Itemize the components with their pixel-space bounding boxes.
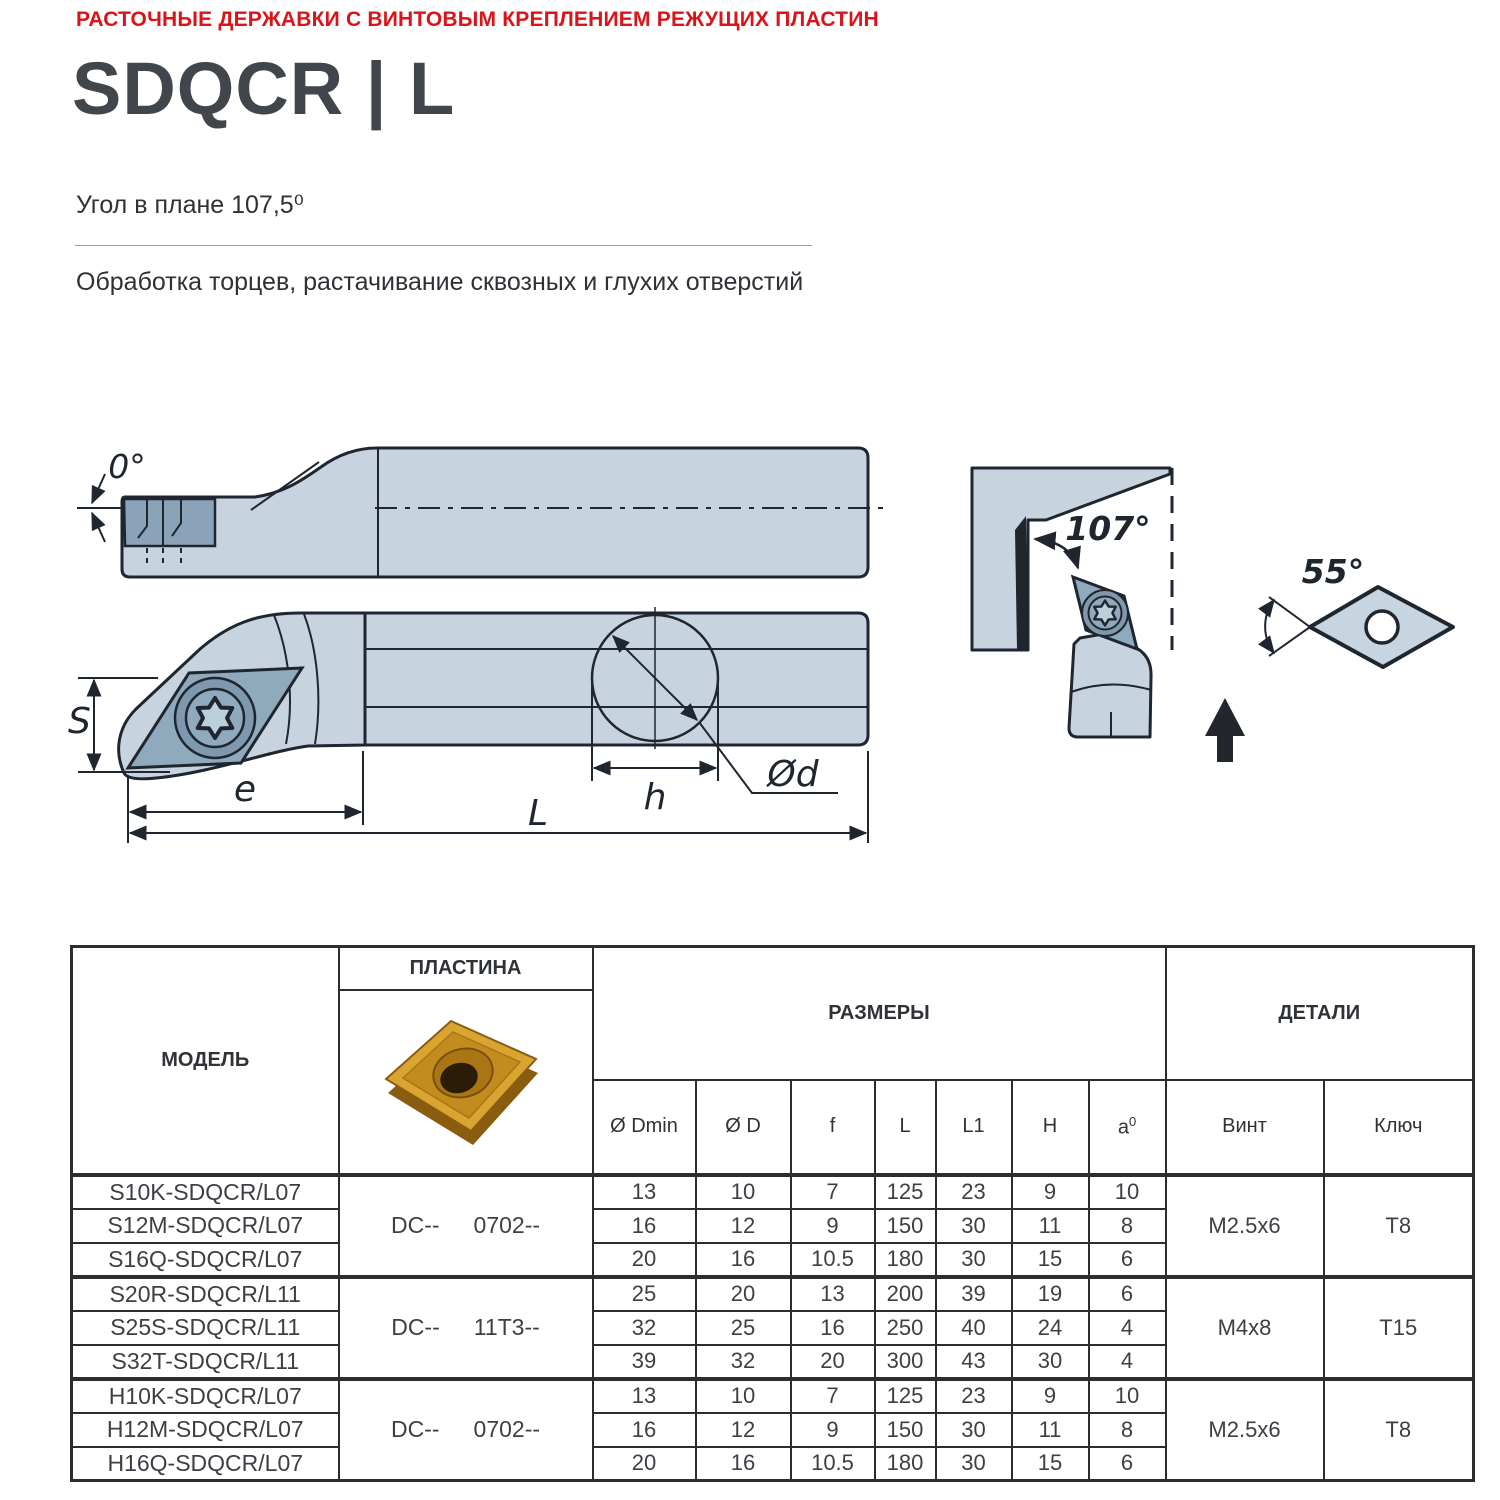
lead-angle-view-diagram: [940, 440, 1260, 775]
cell-h: 9: [1012, 1175, 1089, 1209]
cell-h: 11: [1012, 1209, 1089, 1243]
cell-dmin: 16: [593, 1209, 696, 1243]
cell-dmin: 20: [593, 1243, 696, 1277]
cell-model: H16Q-SDQCR/L07: [72, 1447, 339, 1481]
cell-h: 15: [1012, 1243, 1089, 1277]
cell-l: 180: [875, 1447, 936, 1481]
a-superscript: 0: [1128, 1113, 1137, 1129]
cell-dmin: 39: [593, 1345, 696, 1379]
cell-a: 4: [1089, 1345, 1166, 1379]
cell-model: H12M-SDQCR/L07: [72, 1413, 339, 1447]
cell-d: 16: [696, 1447, 791, 1481]
cell-key: T15: [1324, 1277, 1474, 1379]
gold-insert-photo: [371, 999, 561, 1159]
cell-f: 9: [791, 1209, 875, 1243]
cell-plate-code: [339, 1277, 593, 1379]
col-group-sizes: РАЗМЕРЫ: [593, 947, 1166, 1080]
insert-hole: [1366, 611, 1398, 643]
page-description: Обработка торцев, растачивание сквозных и глухих отверстий: [76, 268, 804, 296]
cell-h: 11: [1012, 1413, 1089, 1447]
insert-profile-diagram: [1255, 545, 1485, 695]
cell-l: 250: [875, 1311, 936, 1345]
dim-L-label: L: [527, 793, 549, 834]
machined-edge: [1015, 516, 1028, 650]
cell-a: 8: [1089, 1413, 1166, 1447]
table-row: [72, 1277, 1474, 1311]
cell-model: S20R-SDQCR/L11: [72, 1277, 339, 1311]
cell-f: 7: [791, 1175, 875, 1209]
plate-prefix: DC--: [390, 1212, 440, 1238]
bar-body: [122, 448, 868, 577]
col-header-l: L: [875, 1080, 936, 1175]
plate-size: 11T3--: [473, 1314, 540, 1340]
cell-screw: M2.5x6: [1166, 1175, 1324, 1277]
cell-key: T8: [1324, 1175, 1474, 1277]
cell-l1: 30: [936, 1209, 1012, 1243]
cell-a: 6: [1089, 1447, 1166, 1481]
cell-model: S25S-SDQCR/L11: [72, 1311, 339, 1345]
cell-h: 19: [1012, 1277, 1089, 1311]
cell-d: 10: [696, 1379, 791, 1413]
cell-l1: 30: [936, 1243, 1012, 1277]
col-header-screw: Винт: [1166, 1080, 1324, 1175]
cell-model: S32T-SDQCR/L11: [72, 1345, 339, 1379]
plate-size: 0702--: [473, 1212, 541, 1238]
cell-h: 30: [1012, 1345, 1089, 1379]
cell-a: 10: [1089, 1379, 1166, 1413]
cell-model: H10K-SDQCR/L07: [72, 1379, 339, 1413]
cell-l: 180: [875, 1243, 936, 1277]
cell-dmin: 13: [593, 1175, 696, 1209]
insert-angle-label: 55°: [1301, 552, 1365, 591]
cell-f: 10.5: [791, 1447, 875, 1481]
insert-angle-construction: [1265, 597, 1310, 656]
cell-l: 125: [875, 1379, 936, 1413]
col-group-details: ДЕТАЛИ: [1166, 947, 1474, 1080]
spec-table: [70, 945, 1475, 1482]
plate-prefix: DC--: [391, 1314, 440, 1340]
back-angle-label: 0°: [108, 447, 146, 486]
cell-plate-code: [339, 1175, 593, 1277]
cell-l: 150: [875, 1209, 936, 1243]
col-header-key: Ключ: [1324, 1080, 1474, 1175]
plate-prefix: DC--: [390, 1416, 440, 1443]
col-header-l1: L1: [936, 1080, 1012, 1175]
col-header-h: H: [1012, 1080, 1089, 1175]
cell-h: 24: [1012, 1311, 1089, 1345]
col-header-dmin: Ø Dmin: [593, 1080, 696, 1175]
cell-d: 32: [696, 1345, 791, 1379]
cell-dmin: 32: [593, 1311, 696, 1345]
cell-d: 20: [696, 1277, 791, 1311]
cell-l: 125: [875, 1175, 936, 1209]
cell-f: 16: [791, 1311, 875, 1345]
cell-model: S12M-SDQCR/L07: [72, 1209, 339, 1243]
cell-l1: 39: [936, 1277, 1012, 1311]
cell-f: 9: [791, 1413, 875, 1447]
cell-a: 10: [1089, 1175, 1166, 1209]
cell-l1: 40: [936, 1311, 1012, 1345]
cell-screw: M4x8: [1166, 1277, 1324, 1379]
dim-h-label: h: [643, 777, 667, 818]
insert-pocket: [124, 499, 215, 546]
cell-a: 4: [1089, 1311, 1166, 1345]
cell-screw: M2.5x6: [1166, 1379, 1324, 1481]
cell-plate-code: [339, 1379, 593, 1481]
cell-f: 13: [791, 1277, 875, 1311]
cell-model: S10K-SDQCR/L07: [72, 1175, 339, 1209]
workpiece: [972, 468, 1170, 650]
lead-angle-note: Угол в плане 107,5⁰: [76, 191, 304, 219]
cell-h: 15: [1012, 1447, 1089, 1481]
cell-f: 20: [791, 1345, 875, 1379]
cell-l: 200: [875, 1277, 936, 1311]
cell-model: S16Q-SDQCR/L07: [72, 1243, 339, 1277]
cell-dmin: 13: [593, 1379, 696, 1413]
col-header-d: Ø D: [696, 1080, 791, 1175]
col-header-f: f: [791, 1080, 875, 1175]
page-title: SDQCR | L: [72, 47, 456, 130]
cell-f: 10.5: [791, 1243, 875, 1277]
divider: [75, 245, 812, 246]
cell-l1: 23: [936, 1379, 1012, 1413]
cell-d: 25: [696, 1311, 791, 1345]
boring-bar-main-view-diagram: [60, 585, 945, 920]
col-header-a: [1089, 1080, 1166, 1175]
cell-l1: 43: [936, 1345, 1012, 1379]
col-header-model: МОДЕЛЬ: [72, 947, 339, 1175]
dim-S-label: S: [68, 701, 91, 742]
cell-dmin: 20: [593, 1447, 696, 1481]
cell-a: 6: [1089, 1277, 1166, 1311]
cell-d: 16: [696, 1243, 791, 1277]
insert-photo-cell: [339, 990, 593, 1175]
a-letter: a: [1117, 1116, 1129, 1139]
cell-l1: 30: [936, 1447, 1012, 1481]
cell-h: 9: [1012, 1379, 1089, 1413]
cell-d: 12: [696, 1209, 791, 1243]
cell-key: T8: [1324, 1379, 1474, 1481]
feed-direction-arrow-icon: [1205, 698, 1245, 762]
cell-a: 6: [1089, 1243, 1166, 1277]
dim-d-label: Ød: [767, 754, 819, 795]
cell-f: 7: [791, 1379, 875, 1413]
table-row: [72, 1379, 1474, 1413]
cell-l1: 30: [936, 1413, 1012, 1447]
cell-l: 300: [875, 1345, 936, 1379]
cell-d: 10: [696, 1175, 791, 1209]
col-header-plate: ПЛАСТИНА: [339, 947, 593, 990]
bar-body: [365, 613, 868, 745]
cell-d: 12: [696, 1413, 791, 1447]
cell-dmin: 25: [593, 1277, 696, 1311]
page-kicker: РАСТОЧНЫЕ ДЕРЖАВКИ С ВИНТОВЫМ КРЕПЛЕНИЕМ РЕЖУЩИХ ПЛАСТИН: [76, 8, 879, 31]
dim-e-label: e: [233, 769, 257, 810]
cell-l1: 23: [936, 1175, 1012, 1209]
lead-angle-label: 107°: [1065, 509, 1151, 548]
cell-l: 150: [875, 1413, 936, 1447]
cell-dmin: 16: [593, 1413, 696, 1447]
cell-a: 8: [1089, 1209, 1166, 1243]
table-row: [72, 1175, 1474, 1209]
plate-size: 0702--: [473, 1416, 541, 1443]
